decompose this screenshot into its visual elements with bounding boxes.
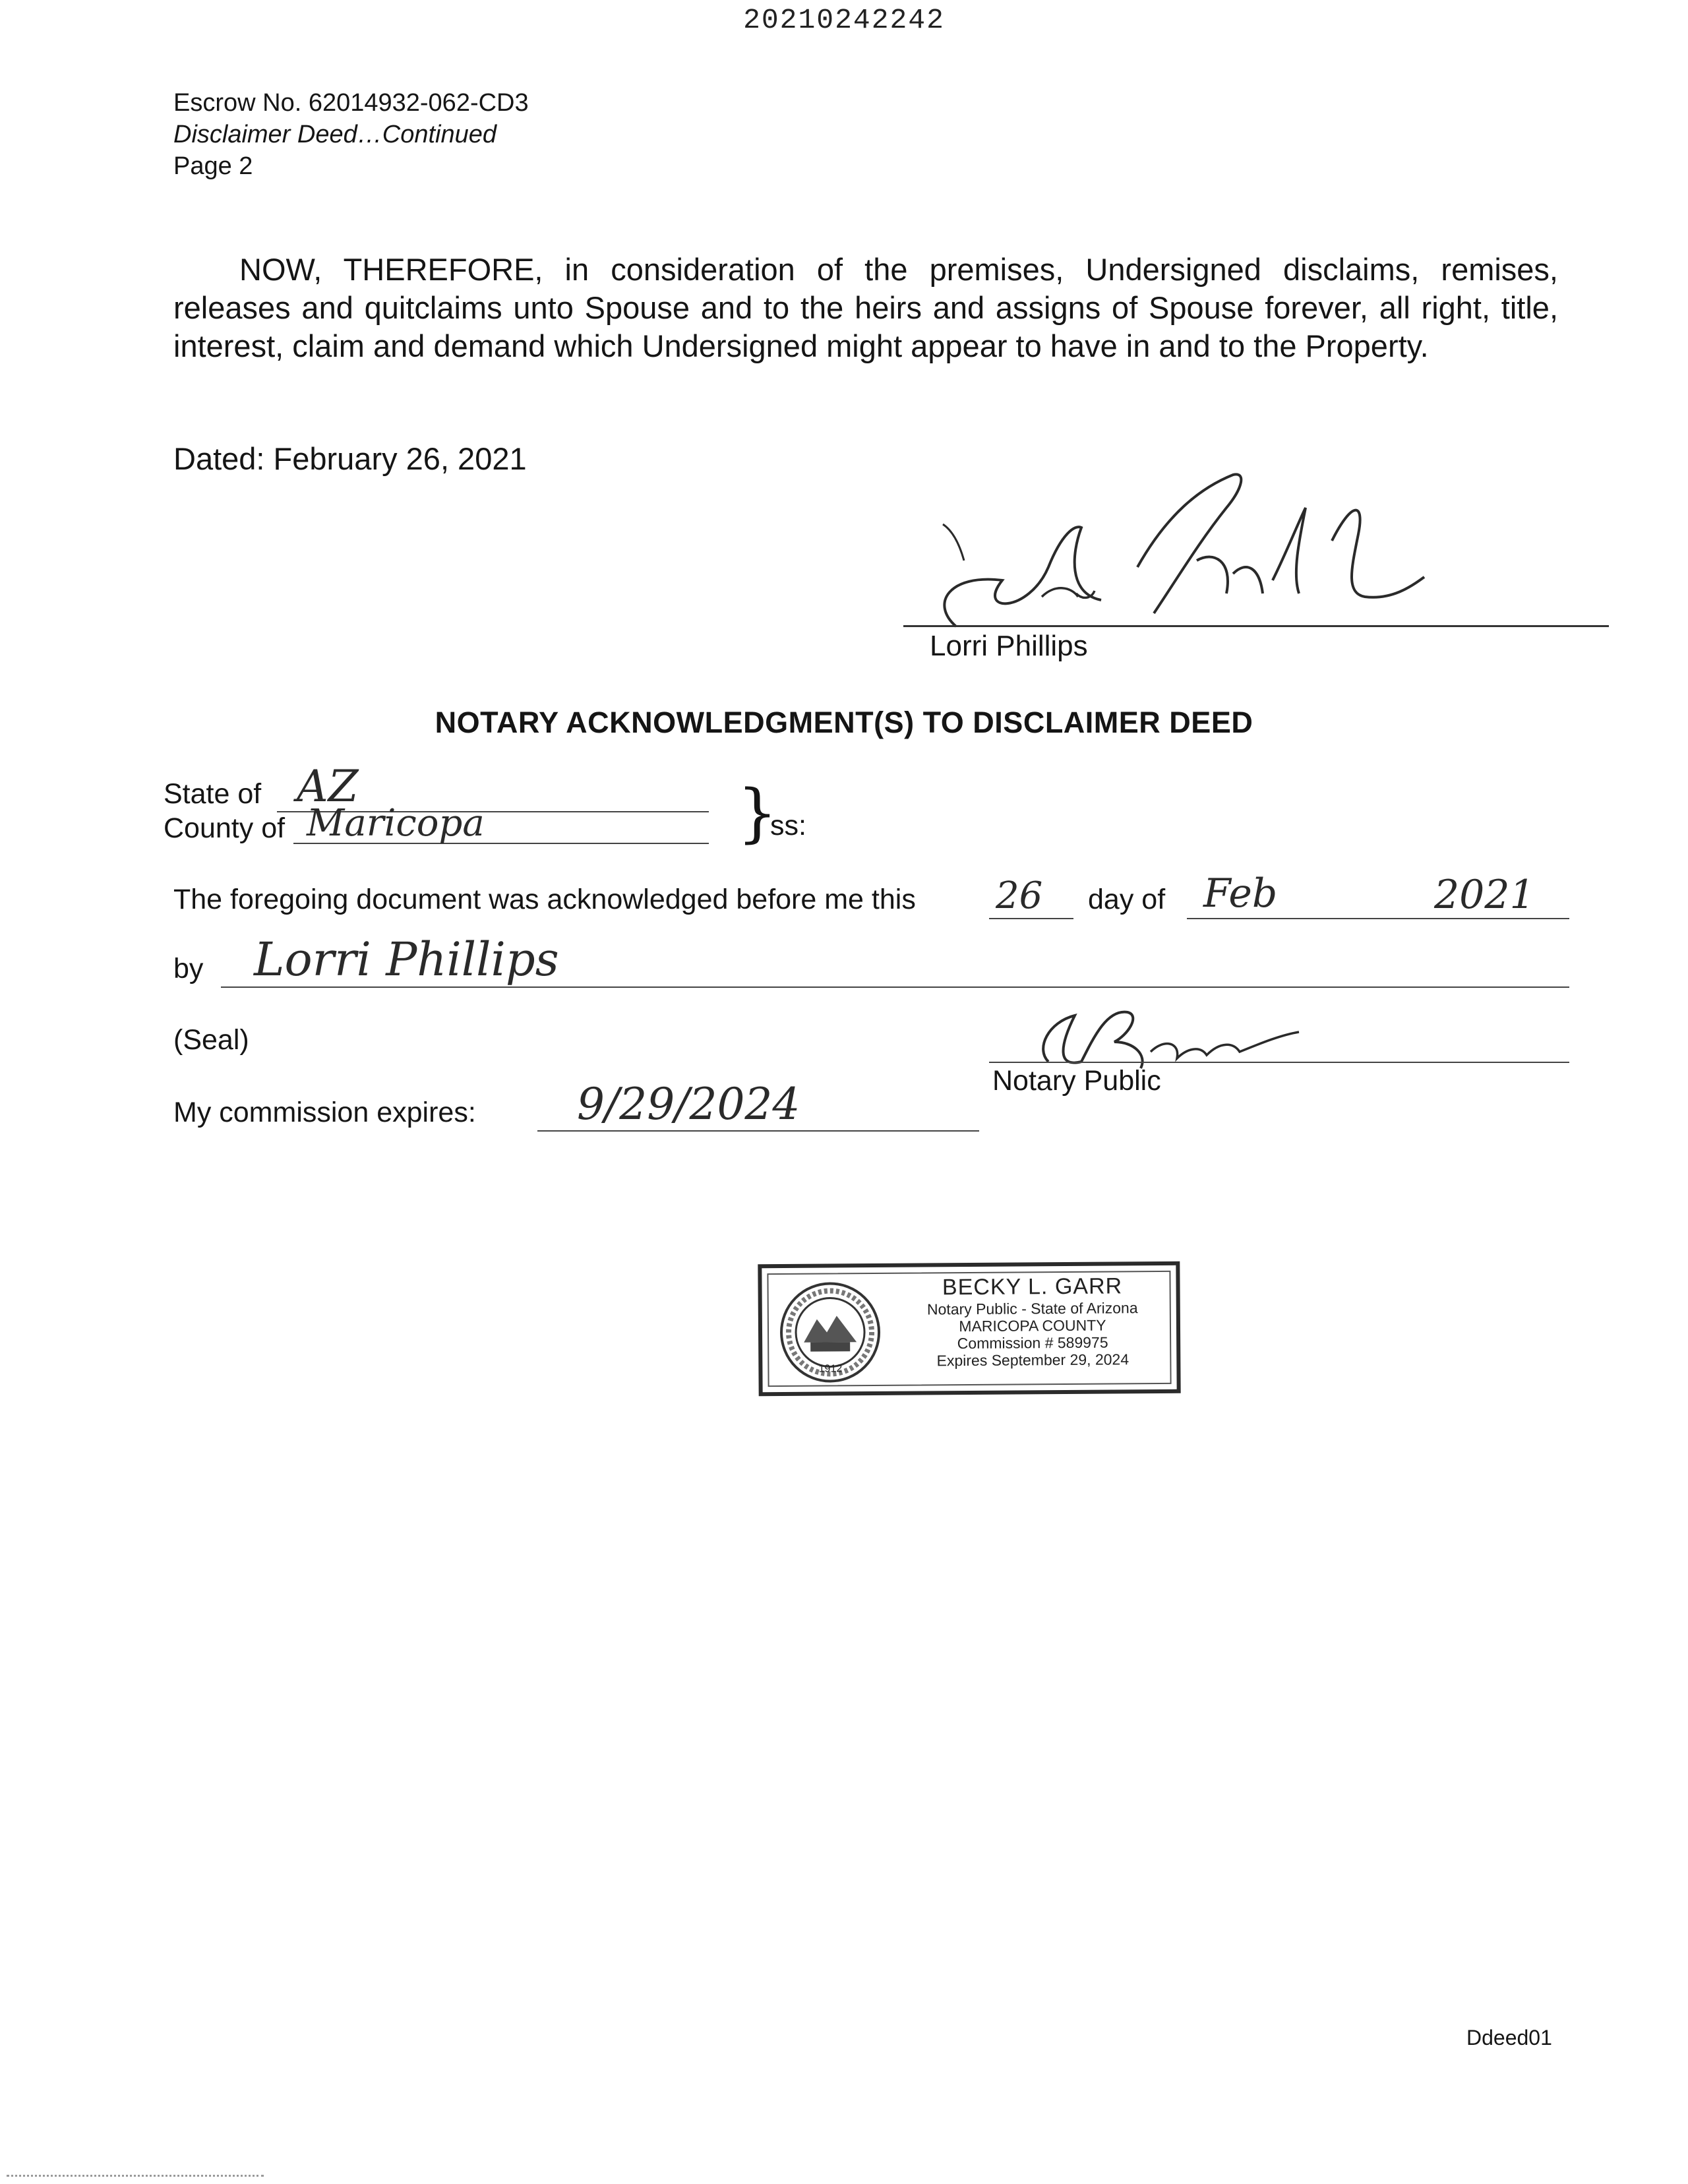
day-field [989,874,1073,919]
ss-label: ss: [770,810,806,841]
seal-label: (Seal) [173,1024,249,1056]
venue-brace: } [737,776,778,850]
year-value: 2021 [1434,872,1535,918]
notary-stamp [758,1261,1180,1396]
notary-public-label: Notary Public [992,1065,1161,1097]
document-number: 20210242242 [743,4,945,36]
notary-acknowledgment-title: NOTARY ACKNOWLEDGMENT(S) TO DISCLAIMER DEED [435,706,1253,739]
grantor-signature-image [903,462,1609,633]
notary-stamp-title: Notary Public - State of Arizona [926,1299,1138,1318]
month-year-field [1187,870,1569,919]
commission-expires-label: My commission expires: [173,1097,476,1128]
svg-text:1912: 1912 [818,1363,843,1375]
notary-stamp-commission: Commission # 589975 [957,1333,1108,1352]
acknowledgment-text: The foregoing document was acknowledged before me this [173,884,916,915]
notary-signature-line [989,1062,1569,1063]
grantor-signature-line [903,625,1609,627]
escrow-number: Escrow No. 62014932-062-CD3 [173,89,529,117]
day-value: 26 [996,874,1043,917]
disclaimer-paragraph [173,251,1558,365]
notary-stamp-county: MARICOPA COUNTY [959,1316,1106,1335]
grantor-signature-area [903,462,1609,633]
month-value: Feb [1203,870,1278,917]
grantor-printed-name: Lorri Phillips [930,630,1088,662]
form-code: Ddeed01 [1466,2026,1552,2049]
state-label: State of [164,778,262,810]
dated-line: Dated: February 26, 2021 [173,441,527,476]
notary-signature-image [1009,996,1312,1075]
notary-signature-area [1009,996,1312,1075]
state-value: AZ [297,761,359,812]
document-subtitle: Disclaimer Deed…Continued [173,121,497,148]
by-field [221,932,1569,988]
county-value: Maricopa [307,802,485,845]
disclaimer-paragraph-text: NOW, THEREFORE, in consideration of the premises, Undersigned disclaims, remises, releases and quitclaims unto Spouse and to the heirs and assigns of Spouse forever, all right, title, interest, claim and demand which Undersigned might appear to have in and to the Property. [173,252,1558,363]
scan-artifact-line [7,2175,264,2177]
state-seal-icon [773,1279,886,1385]
commission-expires-value: 9/29/2024 [577,1079,800,1130]
notary-stamp-expiration: Expires September 29, 2024 [936,1350,1130,1370]
day-of-label: day of [1088,884,1166,915]
county-field [293,802,709,845]
notary-stamp-name: BECKY L. GARR [942,1273,1123,1300]
by-label: by [173,953,204,985]
commission-expires-field [537,1079,979,1132]
acknowledged-by-value: Lorri Phillips [254,932,559,986]
page-number: Page 2 [173,152,253,180]
county-label: County of [164,812,286,844]
